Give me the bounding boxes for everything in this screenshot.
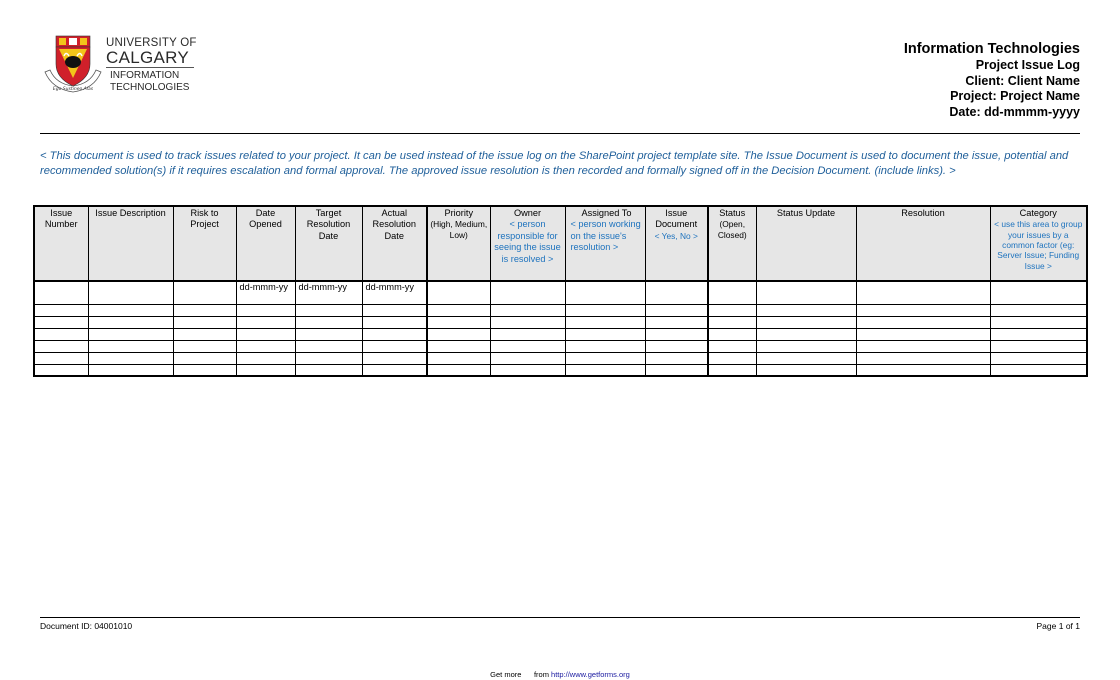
cell-status[interactable] (708, 340, 756, 352)
table-row (34, 281, 1087, 304)
cell-issue-description[interactable] (88, 328, 173, 340)
logo-calgary: CALGARY (106, 48, 190, 67)
cell-priority[interactable] (427, 352, 490, 364)
table-row (34, 364, 1087, 376)
cell-issue-description[interactable] (88, 352, 173, 364)
cell-date-opened[interactable] (236, 352, 295, 364)
cell-issue-description[interactable] (88, 316, 173, 328)
cell-issue-document[interactable] (645, 340, 708, 352)
cell-assigned-to[interactable] (565, 328, 645, 340)
col-issue-number: Issue Number (34, 206, 88, 281)
cell-target-resolution-date[interactable] (295, 328, 362, 340)
cell-risk-to-project[interactable] (173, 364, 236, 376)
cell-category[interactable] (990, 328, 1087, 340)
cell-risk-to-project[interactable] (173, 304, 236, 316)
cell-priority[interactable] (427, 316, 490, 328)
cell-category[interactable] (990, 316, 1087, 328)
header-client: Client: Client Name (965, 73, 1080, 88)
document-id: Document ID: 04001010 (40, 621, 133, 631)
cell-date-opened[interactable]: dd-mmm-yy (236, 281, 295, 304)
col-issue-description: Issue Description (88, 206, 173, 281)
cell-status[interactable] (708, 316, 756, 328)
cell-resolution[interactable] (856, 352, 990, 364)
cell-issue-description[interactable] (88, 340, 173, 352)
cell-issue-number[interactable] (34, 340, 88, 352)
header-subtitle: Project Issue Log (975, 58, 1080, 72)
cell-resolution[interactable] (856, 364, 990, 376)
getforms-link[interactable]: http://www.getforms.org (551, 670, 630, 679)
cell-issue-number[interactable] (34, 328, 88, 340)
cell-status[interactable] (708, 364, 756, 376)
logo-technologies: TECHNOLOGIES (110, 82, 190, 93)
cell-risk-to-project[interactable] (173, 316, 236, 328)
cell-date-opened[interactable] (236, 316, 295, 328)
cell-status-update[interactable] (756, 281, 856, 304)
cell-resolution[interactable] (856, 328, 990, 340)
cell-issue-number[interactable] (34, 316, 88, 328)
cell-issue-document[interactable] (645, 316, 708, 328)
header-project: Project: Project Name (950, 89, 1080, 103)
issue-document-hint: < Yes, No > (654, 230, 698, 241)
cell-priority[interactable] (427, 328, 490, 340)
table-header-row (34, 206, 1087, 281)
cell-category[interactable] (990, 364, 1087, 376)
cell-risk-to-project[interactable] (173, 352, 236, 364)
cell-risk-to-project[interactable] (173, 340, 236, 352)
cell-actual-resolution-date[interactable]: dd-mmm-yy (362, 281, 427, 304)
col-actual-resolution-date: Actual Resolution Date (362, 206, 427, 281)
cell-assigned-to[interactable] (565, 304, 645, 316)
col-assigned-to: Assigned To < person working on the issue's resolution > (565, 206, 645, 281)
cell-issue-document[interactable] (645, 328, 708, 340)
col-priority: Priority (High, Medium, Low) (427, 206, 490, 281)
cell-actual-resolution-date[interactable] (362, 304, 427, 316)
cell-owner[interactable] (490, 352, 565, 364)
cell-target-resolution-date[interactable]: dd-mmm-yy (295, 281, 362, 304)
cell-priority[interactable] (427, 281, 490, 304)
cell-resolution[interactable] (856, 304, 990, 316)
cell-status[interactable] (708, 328, 756, 340)
cell-actual-resolution-date[interactable] (362, 364, 427, 376)
cell-issue-document[interactable] (645, 352, 708, 364)
header-title: Information Technologies (903, 41, 1080, 57)
header-date: Date: dd-mmmm-yyyy (949, 104, 1080, 119)
cell-priority[interactable] (427, 340, 490, 352)
cell-date-opened[interactable] (236, 304, 295, 316)
cell-issue-document[interactable] (645, 281, 708, 304)
col-status: Status (Open, Closed) (708, 206, 756, 281)
col-risk-to-project: Risk to Project (173, 206, 236, 281)
cell-resolution[interactable] (856, 340, 990, 352)
document-header (904, 41, 1080, 120)
cell-date-opened[interactable] (236, 364, 295, 376)
cell-target-resolution-date[interactable] (295, 364, 362, 376)
cell-actual-resolution-date[interactable] (362, 328, 427, 340)
assigned-to-hint: < person working on the issue's resolution > (570, 219, 641, 253)
cell-issue-description[interactable] (88, 364, 173, 376)
cell-issue-number[interactable] (34, 364, 88, 376)
cell-assigned-to[interactable] (565, 281, 645, 304)
col-issue-document: Issue Document < Yes, No > (645, 206, 708, 281)
cell-issue-number[interactable] (34, 304, 88, 316)
cell-category[interactable] (990, 281, 1087, 304)
cell-status-update[interactable] (756, 304, 856, 316)
cell-target-resolution-date[interactable] (295, 340, 362, 352)
logo-wordmark (106, 37, 206, 94)
cell-issue-number[interactable] (34, 352, 88, 364)
col-target-resolution-date: Target Resolution Date (295, 206, 362, 281)
cell-issue-description[interactable] (88, 304, 173, 316)
footer-divider (40, 617, 1080, 618)
cell-actual-resolution-date[interactable] (362, 340, 427, 352)
logo-university-of: UNIVERSITY OF (106, 37, 197, 49)
cell-target-resolution-date[interactable] (295, 304, 362, 316)
getforms-middle: from (533, 670, 549, 679)
cell-category[interactable] (990, 352, 1087, 364)
owner-hint: < person responsible for seeing the issue is resolved > (494, 219, 561, 264)
col-status-update: Status Update (756, 206, 856, 281)
issue-log-table (33, 205, 1088, 377)
table-row (34, 352, 1087, 364)
cell-status-update[interactable] (756, 328, 856, 340)
cell-assigned-to[interactable] (565, 316, 645, 328)
cell-resolution[interactable] (856, 281, 990, 304)
priority-options: (High, Medium, Low) (430, 219, 488, 240)
cell-target-resolution-date[interactable] (295, 352, 362, 364)
cell-owner[interactable] (490, 316, 565, 328)
cell-actual-resolution-date[interactable] (362, 352, 427, 364)
cell-issue-document[interactable] (645, 364, 708, 376)
cell-owner[interactable] (490, 340, 565, 352)
cell-owner[interactable] (490, 304, 565, 316)
col-owner: Owner < person responsible for seeing the issue is resolved > (490, 206, 565, 281)
university-logo (42, 34, 202, 98)
cell-assigned-to[interactable] (565, 364, 645, 376)
cell-actual-resolution-date[interactable] (362, 316, 427, 328)
cell-owner[interactable] (490, 328, 565, 340)
table-row (34, 328, 1087, 340)
cell-status-update[interactable] (756, 316, 856, 328)
cell-owner[interactable] (490, 281, 565, 304)
cell-assigned-to[interactable] (565, 340, 645, 352)
table-row (34, 304, 1087, 316)
getforms-prefix: Get more (490, 670, 522, 679)
cell-issue-description[interactable] (88, 281, 173, 304)
cell-issue-number[interactable] (34, 281, 88, 304)
cell-status[interactable] (708, 281, 756, 304)
col-date-opened: Date Opened (236, 206, 295, 281)
table-row (34, 316, 1087, 328)
page-number: Page 1 of 1 (1036, 621, 1080, 631)
cell-status-update[interactable] (756, 352, 856, 364)
cell-risk-to-project[interactable] (173, 281, 236, 304)
cell-status[interactable] (708, 304, 756, 316)
svg-text:Ego Sustineo Alas: Ego Sustineo Alas (52, 87, 94, 92)
cell-owner[interactable] (490, 364, 565, 376)
cell-status-update[interactable] (756, 364, 856, 376)
cell-assigned-to[interactable] (565, 352, 645, 364)
cell-priority[interactable] (427, 304, 490, 316)
status-options: (Open, Closed) (717, 219, 747, 240)
cell-date-opened[interactable] (236, 340, 295, 352)
cell-target-resolution-date[interactable] (295, 316, 362, 328)
cell-status[interactable] (708, 352, 756, 364)
getforms-footer (0, 670, 1120, 679)
cell-priority[interactable] (427, 364, 490, 376)
cell-category[interactable] (990, 304, 1087, 316)
cell-status-update[interactable] (756, 340, 856, 352)
crest-icon (42, 34, 104, 96)
logo-information: INFORMATION (110, 70, 180, 81)
cell-date-opened[interactable] (236, 328, 295, 340)
cell-issue-document[interactable] (645, 304, 708, 316)
col-category: Category < use this area to group your issues by a common factor (eg: Server Issue; Funding Issue > (990, 206, 1087, 281)
intro-instructions: < This document is used to track issues related to your project. It can be used instead of the issue log on the SharePoint project template site. The Issue Document is used to document the issue, potential and recommended solution(s) if it requires escalation and formal approval. The approved issue resolution is then recorded and formally signed off in the Decision Document. (include links). > (40, 150, 1069, 177)
header-divider (40, 133, 1080, 134)
category-hint: < use this area to group your issues by a common factor (eg: Server Issue; Funding Issue > (994, 219, 1083, 271)
logo-divider (106, 67, 194, 68)
cell-risk-to-project[interactable] (173, 328, 236, 340)
cell-resolution[interactable] (856, 316, 990, 328)
col-resolution: Resolution (856, 206, 990, 281)
cell-category[interactable] (990, 340, 1087, 352)
table-row (34, 340, 1087, 352)
